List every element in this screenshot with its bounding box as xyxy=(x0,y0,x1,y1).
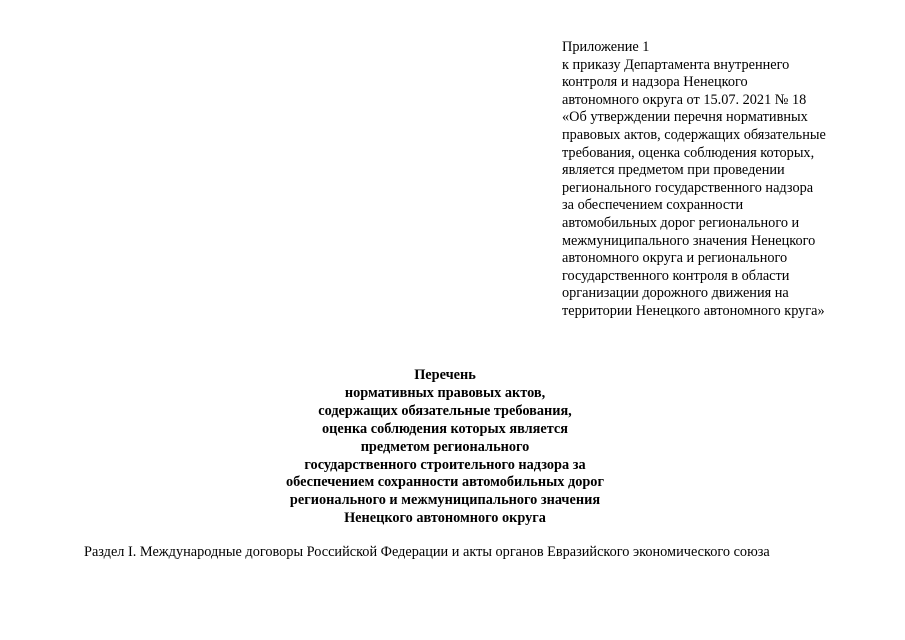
appendix-line: за обеспечением сохранности xyxy=(562,197,744,214)
appendix-line: к приказу Департамента внутреннего xyxy=(562,56,790,73)
list-title-line: оценка соблюдения которых является xyxy=(322,420,568,437)
list-title xyxy=(150,367,740,528)
appendix-line: является предметом при проведении xyxy=(562,162,785,179)
appendix-line: правовых актов, содержащих обязательные xyxy=(562,126,826,143)
section-heading: Раздел I. Международные договоры Российской Федерации и акты органов Евразийского экономического союза xyxy=(84,544,770,560)
appendix-line: «Об утверждении перечня нормативных xyxy=(562,109,808,126)
list-title-line: нормативных правовых актов, xyxy=(344,384,546,401)
list-title-line: государственного строительного надзора за xyxy=(304,456,586,473)
list-title-line: регионального и межмуниципального значения xyxy=(289,492,601,509)
appendix-line: контроля и надзора Ненецкого xyxy=(562,74,748,91)
appendix-line: межмуниципального значения Ненецкого xyxy=(562,232,816,249)
list-title-line: предметом регионального xyxy=(360,438,530,455)
appendix-block xyxy=(562,39,897,321)
appendix-line: территории Ненецкого автономного круга» xyxy=(562,302,825,319)
appendix-line: Приложение 1 xyxy=(562,39,650,55)
appendix-line: требования, оценка соблюдения которых, xyxy=(562,144,815,161)
appendix-line: автомобильных дорог регионального и xyxy=(562,214,800,231)
appendix-line: организации дорожного движения на xyxy=(562,285,789,302)
appendix-line: регионального государственного надзора xyxy=(562,179,814,196)
list-title-line: Ненецкого автономного округа xyxy=(344,510,546,527)
list-title-line: обеспечением сохранности автомобильных дорог xyxy=(286,474,604,491)
list-title-line: Перечень xyxy=(414,367,476,383)
list-title-line: содержащих обязательные требования, xyxy=(318,402,572,419)
appendix-line: автономного округа и регионального xyxy=(562,250,788,267)
appendix-line: государственного контроля в области xyxy=(562,267,790,284)
appendix-line: автономного округа от 15.07. 2021 № 18 xyxy=(562,91,807,108)
